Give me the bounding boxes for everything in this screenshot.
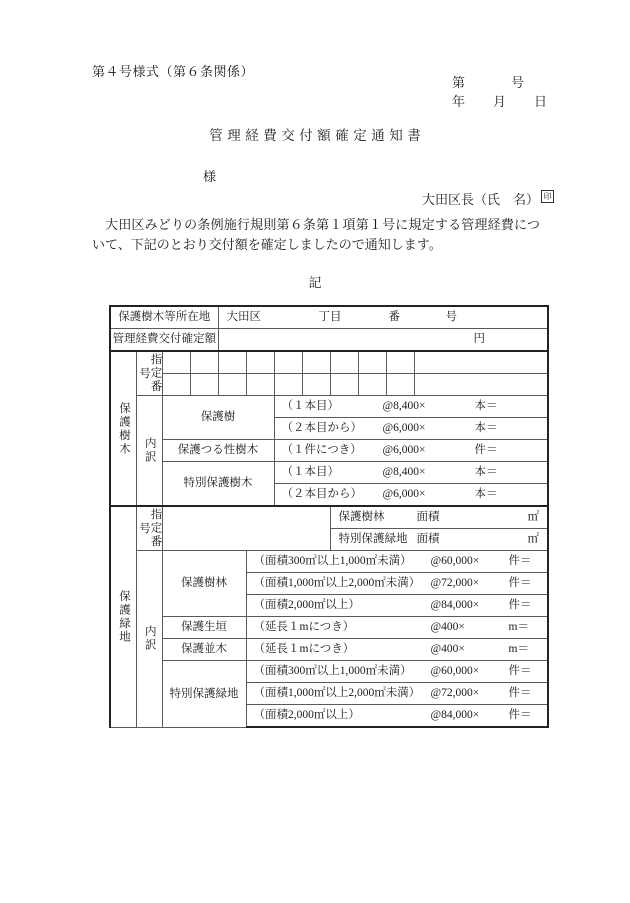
document-number-date (452, 73, 547, 111)
ki-marker: 記 (308, 275, 322, 290)
green-item-name: 保護生垣 (162, 617, 246, 639)
tree-number-cell[interactable] (246, 374, 274, 396)
location-chome: 丁目 (318, 311, 342, 324)
tree-item-name: 特別保護樹木 (162, 462, 274, 507)
table-row-green-detail (110, 639, 548, 661)
table-row-green-detail (110, 551, 548, 573)
green-item-detail (246, 683, 548, 705)
green-item-detail (246, 661, 548, 683)
tree-number-label: 指定番号 (136, 351, 162, 396)
green-detail-line: （延長１mにつき） @400× m＝ (253, 643, 529, 656)
table-row-location (110, 306, 548, 329)
green-section-label: 保護緑地 (110, 506, 136, 727)
document-number-suffix: 号 (511, 75, 525, 90)
tree-item-detail (274, 462, 548, 484)
date-year-label: 年 (452, 94, 466, 109)
tree-item-detail (274, 396, 548, 418)
tree-number-cell[interactable] (274, 374, 302, 396)
main-form-table (109, 305, 548, 728)
green-item-detail (246, 617, 548, 639)
tree-section-label: 保護樹木 (110, 351, 136, 506)
green-area-row (330, 506, 548, 529)
page-title: 管理経費交付額確定通知書 (209, 128, 426, 143)
tree-number-cell[interactable] (358, 351, 386, 374)
green-detail-line: （面積1,000㎡以上2,000㎡未満） @72,000× 件＝ (253, 687, 532, 700)
tree-item-detail (274, 484, 548, 507)
table-row-tree-detail (110, 440, 548, 462)
tree-number-cell[interactable] (358, 374, 386, 396)
tree-number-cell[interactable] (302, 351, 330, 374)
tree-number-cell[interactable] (386, 374, 414, 396)
location-ward: 大田区 (226, 311, 261, 324)
table-row-tree-detail (110, 396, 548, 418)
green-breakdown-label: 内訳 (136, 551, 162, 728)
table-row-green-detail (110, 661, 548, 683)
tree-number-cell[interactable] (302, 374, 330, 396)
green-area-line: 保護樹林 面積 ㎡ (338, 511, 539, 524)
location-ban: 番 (388, 311, 400, 324)
tree-number-cell[interactable] (218, 351, 246, 374)
tree-item-detail (274, 440, 548, 462)
green-detail-line: （面積2,000㎡以上） @84,000× 件＝ (253, 599, 532, 612)
green-item-detail (246, 551, 548, 573)
tree-detail-line: （１件につき） @6,000× 件＝ (281, 444, 498, 457)
tree-number-cell[interactable] (330, 374, 358, 396)
seal-mark: 印 (541, 190, 554, 203)
tree-number-cell[interactable] (386, 351, 414, 374)
green-item-detail (246, 705, 548, 728)
tree-number-cell[interactable] (274, 351, 302, 374)
document-number-line (452, 73, 547, 92)
tree-number-cell[interactable] (162, 351, 190, 374)
table-row-green-number-1 (110, 506, 548, 529)
green-number-cell[interactable] (162, 506, 330, 551)
tree-detail-line: （２本目から） @6,000× 本＝ (281, 488, 498, 501)
table-row-green-detail (110, 617, 548, 639)
green-item-detail (246, 639, 548, 661)
green-detail-line: （延長１mにつき） @400× m＝ (253, 621, 529, 634)
issuer-name (422, 189, 554, 208)
tree-detail-line: （１本目） @8,400× 本＝ (281, 400, 498, 413)
addressee-honorific: 様 (203, 169, 217, 184)
location-go: 号 (445, 311, 457, 324)
tree-number-cell[interactable] (162, 374, 190, 396)
document-date-line (452, 92, 547, 111)
tree-item-detail (274, 418, 548, 440)
document-number-label: 第 (452, 75, 466, 90)
tree-number-cell[interactable] (330, 351, 358, 374)
table-row-tree-number-2 (110, 374, 548, 396)
green-area-line: 特別保護緑地 面積 ㎡ (338, 533, 539, 546)
tree-number-cell[interactable] (190, 374, 218, 396)
tree-number-cell[interactable] (246, 351, 274, 374)
green-detail-line: （面積1,000㎡以上2,000㎡未満） @72,000× 件＝ (253, 577, 532, 590)
tree-item-name: 保護樹 (162, 396, 274, 440)
tree-number-cell[interactable] (414, 374, 548, 396)
green-area-row (330, 529, 548, 551)
tree-detail-line: （１本目） @8,400× 本＝ (281, 466, 498, 479)
location-label: 保護樹木等所在地 (110, 306, 218, 329)
issuer-label: 大田区長（氏 名） (422, 192, 540, 207)
green-item-detail (246, 595, 548, 617)
green-item-name: 特別保護緑地 (162, 661, 246, 728)
green-item-name: 保護樹林 (162, 551, 246, 617)
tree-number-cell[interactable] (414, 351, 548, 374)
tree-number-cell[interactable] (190, 351, 218, 374)
green-detail-line: （面積300㎡以上1,000㎡未満） @60,000× 件＝ (253, 665, 532, 678)
green-item-detail (246, 573, 548, 595)
date-month-label: 月 (493, 94, 507, 109)
green-detail-line: （面積300㎡以上1,000㎡未満） @60,000× 件＝ (253, 555, 532, 568)
green-detail-line: （面積2,000㎡以上） @84,000× 件＝ (253, 709, 532, 722)
location-value-cell (218, 306, 548, 329)
green-item-name: 保護並木 (162, 639, 246, 661)
table-row-tree-number-1 (110, 351, 548, 374)
tree-number-cell[interactable] (218, 374, 246, 396)
tree-detail-line: （２本目から） @6,000× 本＝ (281, 422, 498, 435)
green-number-label: 指定番号 (136, 506, 162, 551)
amount-unit: 円 (218, 329, 548, 352)
body-paragraph: 大田区みどりの条例施行規則第６条第１項第１号に規定する管理経費について、下記のとおり交付額を確定しましたので通知します。 (92, 217, 540, 252)
date-day-label: 日 (534, 94, 548, 109)
table-row-amount (110, 329, 548, 352)
tree-breakdown-label: 内訳 (136, 396, 162, 507)
table-row-tree-detail (110, 462, 548, 484)
location-value-line (219, 310, 548, 324)
tree-item-name: 保護つる性樹木 (162, 440, 274, 462)
form-number: 第４号様式（第６条関係） (92, 64, 255, 79)
amount-label: 管理経費交付確定額 (110, 329, 218, 352)
